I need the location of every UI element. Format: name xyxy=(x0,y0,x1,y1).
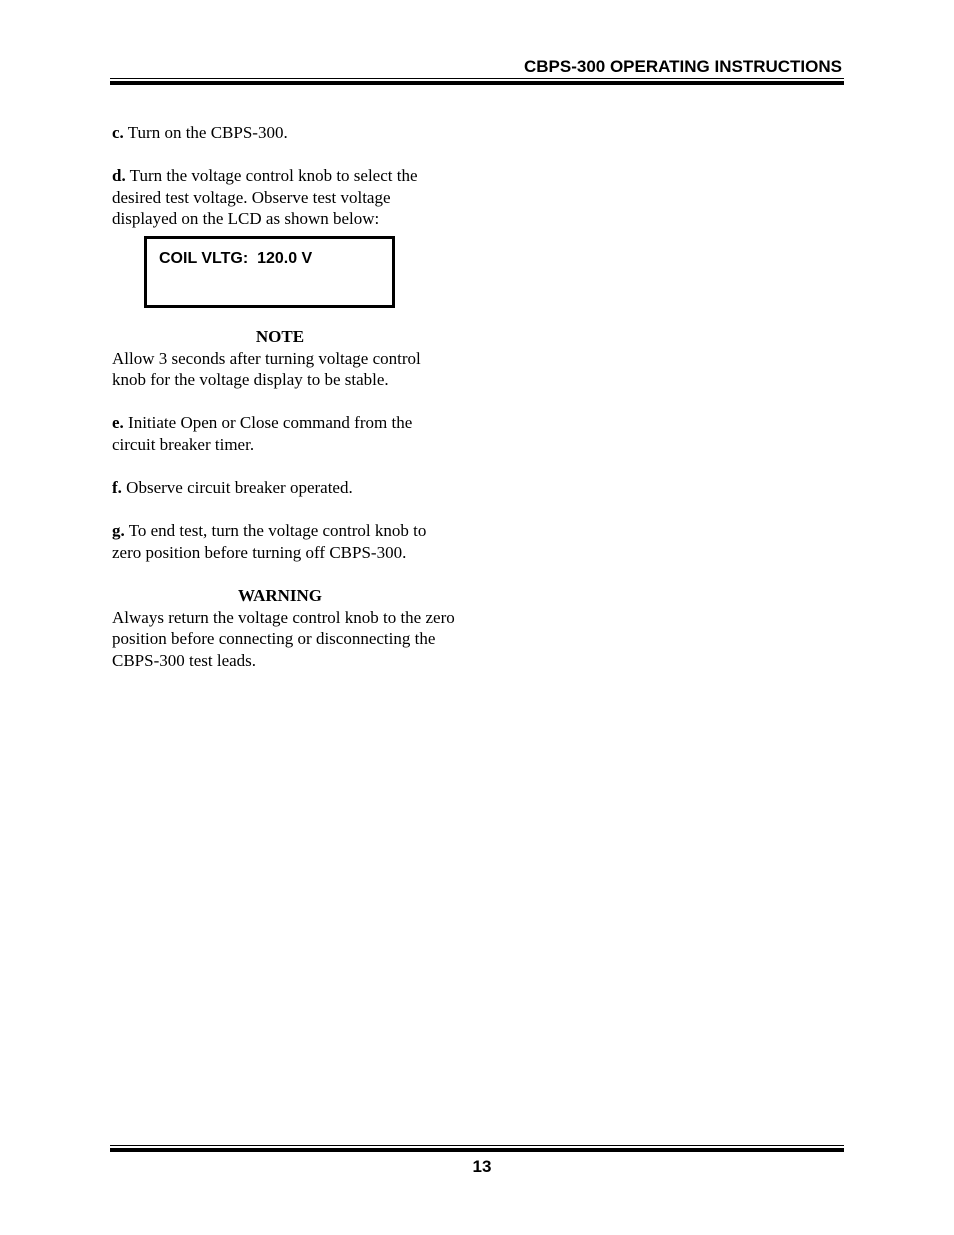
step-g xyxy=(112,520,457,563)
step-g-text: To end test, turn the voltage control knob to zero position before turning off CBPS-300. xyxy=(112,521,427,562)
header-rule xyxy=(110,78,844,85)
note-heading: NOTE xyxy=(255,326,305,346)
step-d-label: d. xyxy=(112,166,126,186)
step-d-text: Turn the voltage control knob to select the desired test voltage. Observe test voltage displayed on the LCD as shown below: xyxy=(112,166,418,229)
header-rule-thick-line xyxy=(110,81,844,85)
lcd-display-illustration xyxy=(144,236,395,308)
warning-text: Always return the voltage control knob to the zero position before connecting or disconnecting the CBPS-300 test leads. xyxy=(112,607,455,670)
step-c-label: c. xyxy=(112,123,124,142)
note-text: Allow 3 seconds after turning voltage control knob for the voltage display to be stable. xyxy=(112,348,421,390)
warning-heading: WARNING xyxy=(237,586,323,606)
footer-rule-thick-line xyxy=(110,1148,844,1152)
step-d xyxy=(112,165,457,230)
step-c-text: Turn on the CBPS-300. xyxy=(123,123,288,142)
step-f-text: Observe circuit breaker operated. xyxy=(121,478,353,498)
step-g-label: g. xyxy=(112,521,125,541)
step-e-label: e. xyxy=(112,413,124,433)
step-f-label: f. xyxy=(112,478,122,498)
page-number: 13 xyxy=(472,1157,492,1176)
step-f xyxy=(112,477,457,499)
step-c xyxy=(112,122,457,144)
step-e-text: Initiate Open or Close command from the circuit breaker timer. xyxy=(112,413,413,454)
main-content xyxy=(112,122,457,693)
lcd-display-text: COIL VLTG: 120.0 V xyxy=(159,249,313,267)
step-e xyxy=(112,412,457,455)
footer-rule xyxy=(110,1145,844,1152)
page-header-title: CBPS-300 OPERATING INSTRUCTIONS xyxy=(523,57,842,76)
